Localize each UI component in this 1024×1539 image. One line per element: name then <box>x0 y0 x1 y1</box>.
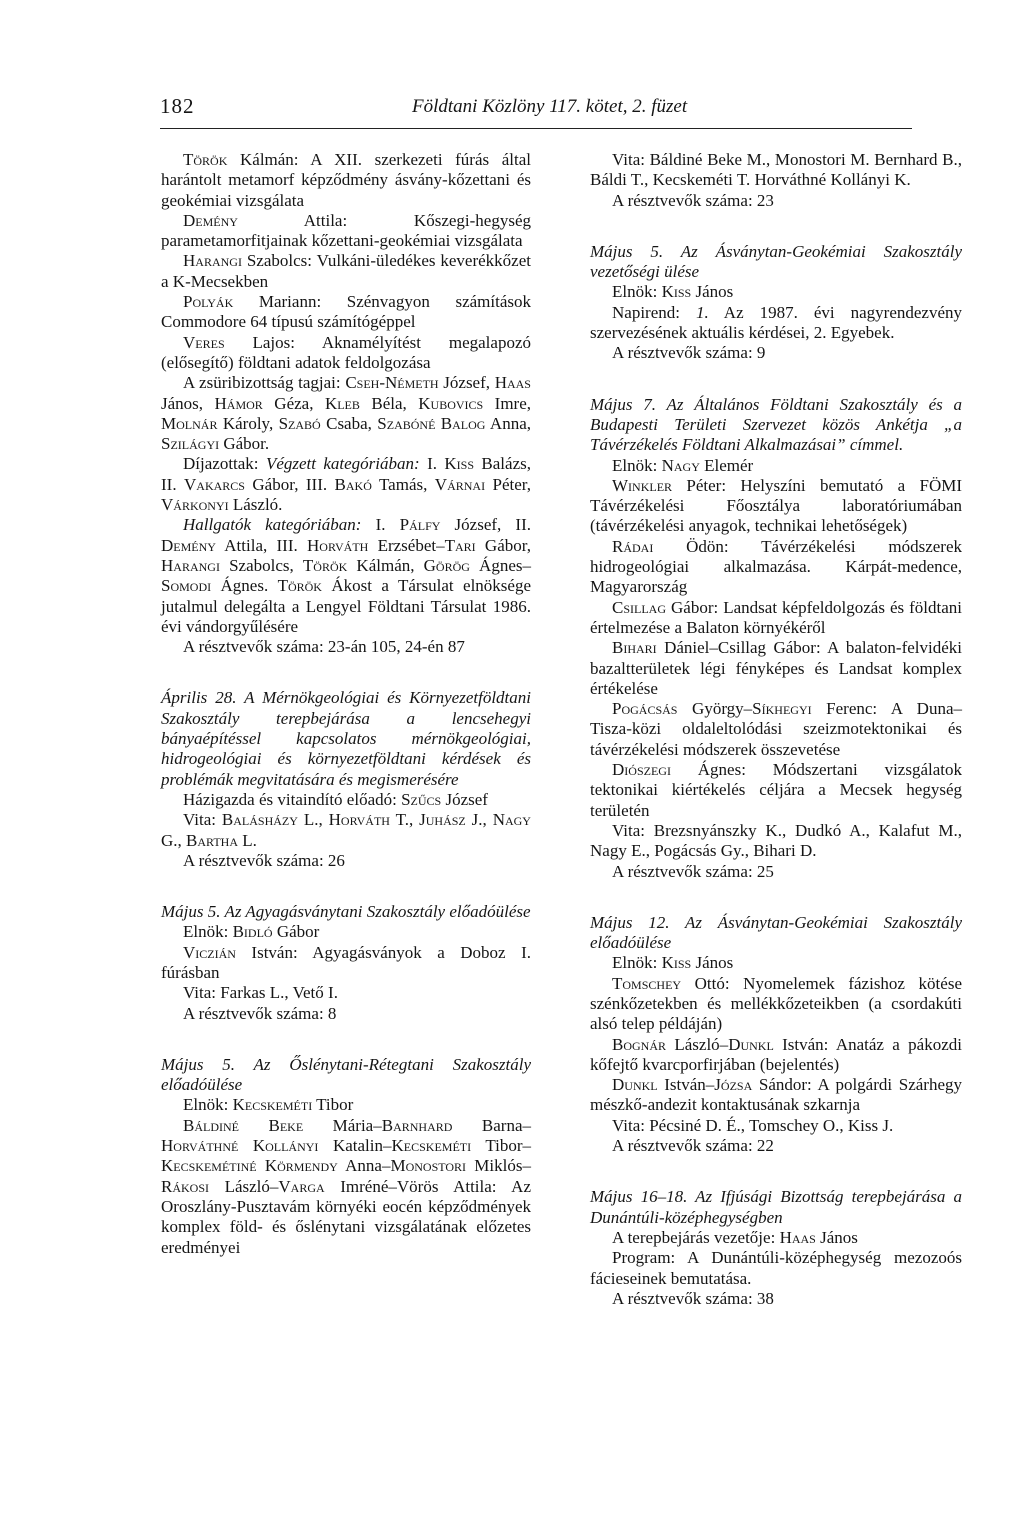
paragraph <box>161 902 531 922</box>
text-run: Elnök: <box>612 953 662 973</box>
text-run: István: Agyagásványok a Doboz I. fúrásban <box>161 942 531 982</box>
text-run: Katalin– <box>318 1136 392 1156</box>
text-run: Ágnes– <box>469 555 531 575</box>
paragraph <box>161 211 531 252</box>
text-run: A résztvevők száma: 26 <box>183 850 345 870</box>
paragraph <box>590 343 962 363</box>
text-run: Házigazda és vitaindító előadó: <box>183 789 402 809</box>
text-run: Péter, <box>485 474 531 494</box>
paragraph <box>590 638 962 699</box>
person-name: Síkhegyi <box>752 699 812 719</box>
paragraph <box>590 862 962 882</box>
paragraph <box>590 821 962 862</box>
person-name: Török <box>277 576 322 596</box>
person-name: Horváthné Kollányi <box>161 1136 319 1156</box>
person-name: Vakarcs <box>184 474 245 494</box>
paragraph <box>161 150 531 211</box>
text-run: Tamás, <box>371 474 435 494</box>
person-name: Somodi <box>161 576 212 596</box>
paragraph <box>590 1035 962 1076</box>
paragraph <box>590 598 962 639</box>
text-run: Géza, <box>262 393 325 413</box>
text-run: Miklós– <box>466 1156 531 1176</box>
person-name: Csillag <box>612 597 667 617</box>
person-name: Winkler <box>612 475 673 495</box>
person-name: Demény <box>161 535 216 555</box>
section-gap <box>161 871 531 902</box>
person-name: Szabó <box>278 413 321 433</box>
person-name: Bidló <box>232 922 273 942</box>
text-run: Ágnes: Módszertani vizsgálatok tektonikai kiértékelés céljára a Mecsek hegység területén <box>590 760 962 820</box>
person-name: Haas <box>779 1227 816 1247</box>
text-run: Napirend: <box>612 302 696 322</box>
person-name: Bakó <box>334 474 372 494</box>
text-run: Elnök: <box>612 455 662 475</box>
italic-text: Május 12. Az Ásványtan-Geokémiai Szakosztály előadóülése <box>590 912 962 953</box>
text-run: Imréné–Vörös Attila: Az Oroszlány-Pusztavám környéki eocén képződmények komplex föld- és őslénytani vizsgálatának előzetes eredményei <box>161 1176 531 1257</box>
paragraph <box>590 303 962 344</box>
text-run: Program: A Dunántúli-középhegység mezozoós fácieseinek bemutatása. <box>590 1248 962 1288</box>
text-run: Ferenc: A Duna–Tisza-közi oldaleltolódási szeizmotektonikai és távérzékelési módszerek összevetése <box>590 699 962 759</box>
text-run: Gábor, III. <box>244 474 335 494</box>
person-name: Józsa <box>714 1075 753 1095</box>
paragraph <box>161 851 531 871</box>
text-run: L., <box>297 810 329 830</box>
person-name: Kubovics <box>418 393 484 413</box>
text-run: Csaba, <box>320 413 378 433</box>
text-run: Ágnes. <box>211 576 278 596</box>
person-name: Kiss <box>661 953 692 973</box>
paragraph <box>590 456 962 476</box>
text-run: István– <box>657 1075 715 1095</box>
person-name: Cseh-Németh <box>345 373 439 393</box>
paragraph <box>161 943 531 984</box>
person-name: Horváth <box>328 810 390 830</box>
person-name: Harangi <box>183 251 242 271</box>
text-run: Dániel–Csillag Gábor: A balaton-felvidéki bazaltterületek légi fényképes és Landsat komplex értékelése <box>590 638 962 698</box>
paragraph <box>590 1075 962 1116</box>
person-name: Polyák <box>183 292 234 312</box>
text-run: Balázs, II. <box>161 454 531 494</box>
text-run: György– <box>677 699 753 719</box>
text-run: Gábor: Landsat képfeldolgozás és földtani értelmezése a Balaton környékéről <box>590 597 962 637</box>
paragraph <box>161 454 531 515</box>
text-run: József, II. <box>440 515 531 535</box>
paragraph <box>161 922 531 942</box>
person-name: Szűcs <box>401 789 442 809</box>
page-number: 182 <box>160 94 195 118</box>
text-run: László. <box>228 495 283 515</box>
person-name: Török <box>183 150 228 169</box>
italic-text: Május 5. Az Agyagásványtani Szakosztály előadóülése <box>161 902 531 922</box>
person-name: Bihari <box>612 638 657 658</box>
text-run: Vita: Pécsiné D. É., Tomschey O., Kiss J. <box>612 1115 894 1135</box>
text-run: Kálmán: A XII. szerkezeti fúrás által harántolt metamorf képződmény ásvány-kőzettani és geokémiai vizsgálata <box>161 150 531 210</box>
paragraph <box>590 1228 962 1248</box>
paragraph <box>161 515 531 637</box>
person-name: Rádai <box>612 536 654 556</box>
text-run: Béla, <box>359 393 419 413</box>
text-run: Gábor, <box>475 535 531 555</box>
text-run: László– <box>666 1034 729 1054</box>
paragraph <box>590 953 962 973</box>
text-run: Károly, <box>217 413 279 433</box>
person-name: Pálfy <box>399 515 441 535</box>
text-run: A résztvevők száma: 23 <box>612 190 774 210</box>
person-name: Kecskeméti <box>232 1095 313 1115</box>
text-run: Attila: Kőszegi-hegység parametamorfitjainak kőzettani-geokémiai vizsgálata <box>161 210 531 251</box>
text-run: Az 1987. évi nagyrendezvény szervezésének aktuális kérdései, 2. Egyebek. <box>590 302 963 343</box>
text-run: Elnök: <box>183 1095 233 1115</box>
person-name: Molnár <box>161 413 218 433</box>
text-run: Ákost a Társulat elnöksége jutalmul delegálta a Lengyel Földtani Társulat 1986. évi vándorgyűlésére <box>161 576 531 636</box>
paragraph <box>590 1116 962 1136</box>
text-run: I. <box>419 454 445 474</box>
italic-text: Április 28. A Mérnökgeológiai és Környezetföldtani Szakosztály terepbejárása a lencsehegyi bányaépítéssel kapcsolatos mérnökgeológiai, hidrogeológiai és környezetföldtani kérdések és problémák megvitatására és megismerésére <box>161 688 531 789</box>
text-run: A résztvevők száma: 22 <box>612 1136 774 1156</box>
paragraph <box>161 637 531 657</box>
text-run: G., <box>161 830 187 850</box>
text-run: Elemér <box>699 455 754 475</box>
paragraph <box>590 1187 962 1228</box>
paragraph <box>161 251 531 292</box>
text-run: Anna– <box>337 1156 391 1176</box>
paragraph <box>590 537 962 598</box>
paragraph <box>161 1095 531 1115</box>
italic-text: Május 7. Az Általános Földtani Szakosztály és a Budapesti Területi Szervezet közös Ankétja „a Távérzékelés Földtani Alkalmazásai” címmel. <box>590 394 962 455</box>
person-name: Dunkl <box>728 1034 774 1054</box>
text-run: A zsüribizottság tagjai: <box>183 373 346 393</box>
text-run: Elnök: <box>183 922 233 942</box>
paragraph <box>161 790 531 810</box>
person-name: Szilágyi <box>161 434 220 454</box>
text-run: László– <box>209 1176 279 1196</box>
person-name: Pogácsás <box>612 699 678 719</box>
person-name: Rákosi <box>161 1176 210 1196</box>
italic-text: Május 16–18. Az Ifjúsági Bizottság terepbejárása a Dunántúli-középhegységben <box>590 1187 962 1227</box>
section-gap <box>161 1024 531 1055</box>
text-run: A terepbejárás vezetője: <box>612 1227 780 1247</box>
page-header <box>160 92 912 129</box>
person-name: Diószegi <box>612 760 671 780</box>
paragraph <box>590 913 962 954</box>
person-name: Juhász <box>419 810 466 830</box>
text-run: József <box>441 789 488 809</box>
text-run: Mariann: Szénvagyon számítások Commodore 64 típusú számítógéppel <box>161 292 531 332</box>
text-run: A résztvevők száma: 9 <box>612 343 766 363</box>
person-name: Barnhard <box>381 1115 453 1135</box>
paragraph <box>590 150 962 191</box>
person-name: Bartha <box>186 830 238 850</box>
person-name: Kiss <box>661 282 692 302</box>
paragraph <box>590 974 962 1035</box>
text-run: Imre, <box>483 393 532 413</box>
person-name: Szabóné Balog <box>377 413 486 433</box>
text-run: Szabolcs: Vulkáni-üledékes keverékkőzet a K-Mecsekben <box>161 251 531 291</box>
person-name: Viczián <box>183 942 236 962</box>
italic-text: Május 5. Az Őslénytani-Rétegtani Szakosztály előadóülése <box>161 1054 531 1095</box>
person-name: Várnai <box>434 474 486 494</box>
paragraph <box>161 1116 531 1258</box>
person-name: Tari <box>444 535 476 555</box>
text-run: Mária– <box>303 1115 382 1135</box>
text-run: L. <box>237 830 257 850</box>
person-name: Hámor <box>214 393 263 413</box>
person-name: Báldiné Beke <box>183 1115 304 1135</box>
italic-text: Hallgatók kategóriában: <box>183 515 362 535</box>
text-run: Tibor <box>312 1095 354 1115</box>
person-name: Dunkl <box>612 1075 658 1095</box>
person-name: Monostori <box>390 1156 467 1176</box>
text-run: A résztvevők száma: 23-án 105, 24-én 87 <box>183 637 465 657</box>
section-gap <box>590 211 962 242</box>
text-run: Gábor <box>272 922 320 942</box>
person-name: Bognár <box>612 1034 667 1054</box>
person-name: Tomschey <box>612 973 682 993</box>
text-run: Szabolcs, <box>219 555 303 575</box>
paragraph <box>161 373 531 454</box>
paragraph <box>590 1289 962 1309</box>
text-run: Anna, <box>485 413 531 433</box>
text-run: Ödön: Távérzékelési módszerek hidrogeológiai alkalmazása. Kárpát-medence, Magyarország <box>590 536 962 597</box>
paragraph <box>590 760 962 821</box>
journal-title: Földtani Közlöny 117. kötet, 2. füzet <box>412 96 688 117</box>
text-run: Vita: Brezsnyánszky K., Dudkó A., Kalafut M., Nagy E., Pogácsás Gy., Bihari D. <box>590 820 962 861</box>
text-run: Erzsébet– <box>368 535 445 555</box>
person-name: Veres <box>183 332 225 352</box>
text-run: Gábor. <box>219 434 270 454</box>
text-run: István: Anatáz a pákozdi kőfejtő kvarcporfirjában (bejelentés) <box>590 1034 962 1074</box>
person-name: Várkonyi <box>161 495 229 515</box>
text-run: I. <box>361 515 400 535</box>
section-gap <box>590 364 962 395</box>
person-name: Török <box>302 555 348 575</box>
person-name: Kecskeméti <box>391 1136 472 1156</box>
text-run: Péter: Helyszíni bemutató a FÖMI Távérzékelési Főosztálya laboratóriumában (távérzékelési anyagok, technikai lehetőségek) <box>590 475 962 536</box>
person-name: Nagy <box>661 455 700 475</box>
text-run: Elnök: <box>612 282 662 302</box>
person-name: Horváth <box>307 535 369 555</box>
paragraph <box>161 983 531 1003</box>
person-name: Demény <box>183 210 238 230</box>
text-run: Vita: <box>183 810 222 830</box>
paragraph <box>161 292 531 333</box>
section-gap <box>590 882 962 913</box>
paragraph <box>590 282 962 302</box>
italic-text: 1. <box>695 302 709 322</box>
text-run: Ottó: Nyomelemek fázishoz kötése szénkőzetekben és mellékkőzeteikben (a csordakúti alsó telep példáján) <box>590 973 962 1034</box>
paragraph <box>161 810 531 851</box>
text-run: T., <box>389 810 420 830</box>
left-column <box>161 150 531 1258</box>
paragraph <box>590 395 962 456</box>
text-run: Barna– <box>452 1115 531 1135</box>
text-run: János <box>691 953 734 973</box>
person-name: Görög <box>423 555 470 575</box>
text-run: J., <box>465 810 493 830</box>
right-column <box>590 150 962 1309</box>
italic-text: Végzett kategóriában: <box>265 454 420 474</box>
paragraph <box>590 242 962 283</box>
person-name: Harangi <box>161 555 220 575</box>
text-run: János <box>815 1227 858 1247</box>
paragraph <box>590 699 962 760</box>
section-gap <box>161 657 531 688</box>
text-run: Sándor: A polgárdi Szárhegy mészkő-andezit kontaktusának szkarnja <box>590 1075 962 1115</box>
text-run: A résztvevők száma: 8 <box>183 1003 337 1023</box>
person-name: Varga <box>278 1176 325 1196</box>
text-run: Tibor– <box>471 1136 531 1156</box>
paragraph <box>590 191 962 211</box>
text-run: A résztvevők száma: 25 <box>612 861 774 881</box>
person-name: Kecskemétiné Körmendy <box>161 1156 338 1176</box>
text-run: Díjazottak: <box>183 454 266 474</box>
paragraph <box>590 1248 962 1289</box>
person-name: Nagy <box>492 810 531 830</box>
text-run: Attila, III. <box>215 535 307 555</box>
text-run: Lajos: Aknamélyítést megalapozó (elősegítő) földtani adatok feldolgozása <box>161 332 531 372</box>
text-run: József, <box>438 373 495 393</box>
italic-text: Május 5. Az Ásványtan-Geokémiai Szakosztály vezetőségi ülése <box>590 241 962 282</box>
paragraph <box>590 1136 962 1156</box>
person-name: Kleb <box>324 393 360 413</box>
text-run: János, <box>161 393 215 413</box>
person-name: Balásházy <box>221 810 298 830</box>
person-name: Haas <box>494 373 531 393</box>
text-run: János <box>691 282 734 302</box>
section-gap <box>590 1156 962 1187</box>
paragraph <box>161 1004 531 1024</box>
paragraph <box>590 476 962 537</box>
paragraph <box>161 333 531 374</box>
text-run: Vita: Farkas L., Vető I. <box>183 983 338 1003</box>
paragraph <box>161 688 531 789</box>
text-run: A résztvevők száma: 38 <box>612 1288 774 1308</box>
person-name: Kiss <box>444 454 475 474</box>
text-run: Vita: Báldiné Beke M., Monostori M. Bernhard B., Báldi T., Kecskeméti T. Horváthné Kollányi K. <box>590 150 962 190</box>
text-run: Kálmán, <box>347 555 424 575</box>
paragraph <box>161 1055 531 1096</box>
